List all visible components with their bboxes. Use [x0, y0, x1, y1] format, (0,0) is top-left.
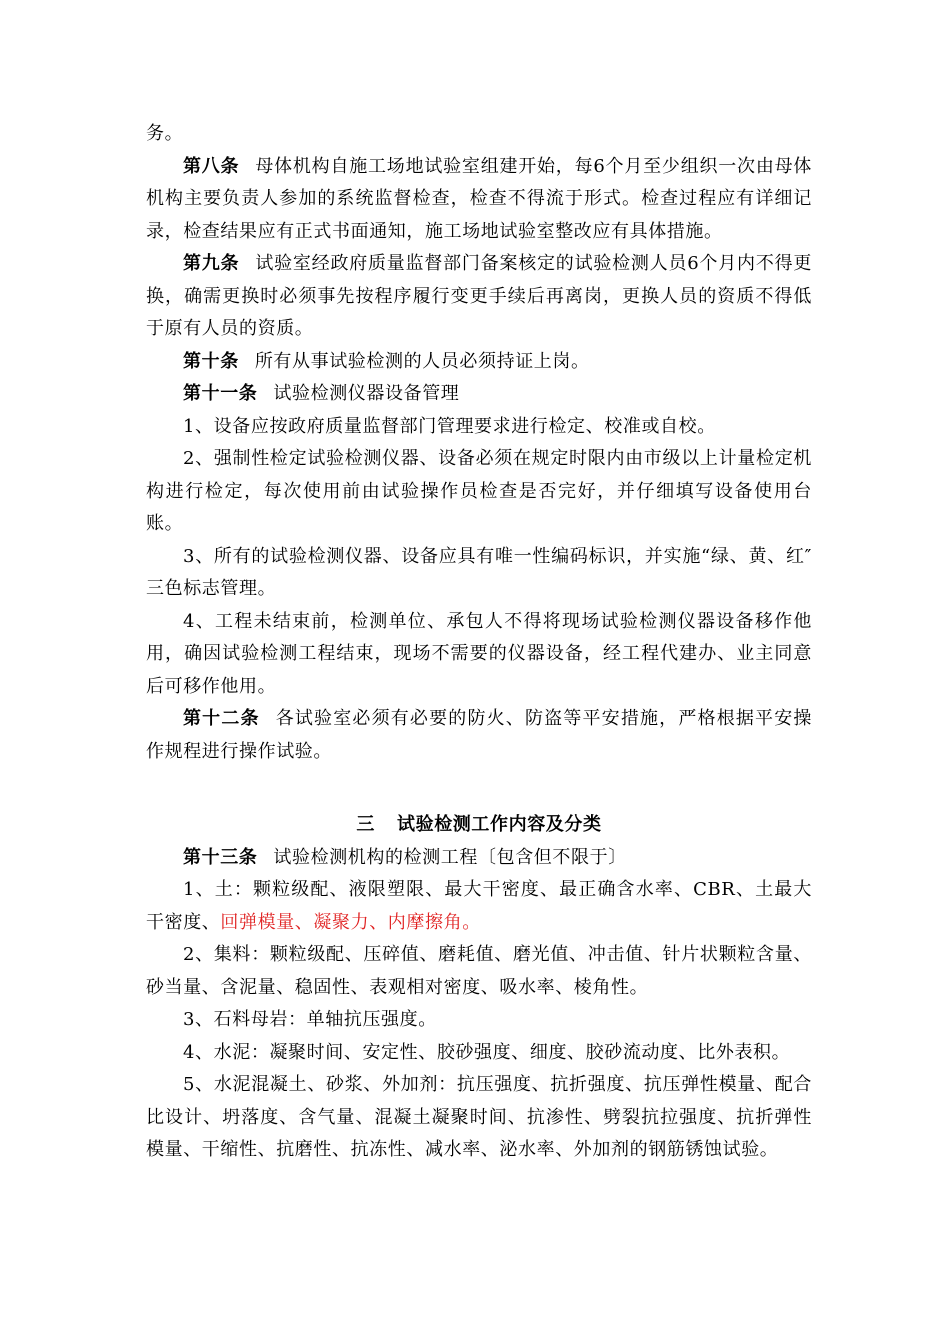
article-label: 第八条	[183, 155, 240, 177]
article-9	[146, 248, 812, 346]
list-item	[146, 606, 812, 704]
list-item-text: 4、水泥：凝聚时间、安定性、胶砂强度、细度、胶砂流动度、比外表积。	[183, 1041, 791, 1063]
paragraph-continuation	[146, 118, 812, 151]
article-label: 第十二条	[183, 708, 260, 729]
article-11	[146, 378, 812, 411]
article-text: 各试验室必须有必要的防火、防盗等平安措施，严格根据平安操作规程进行操作试验。	[146, 708, 813, 762]
article-label: 第十条	[183, 350, 239, 372]
article-label: 第十一条	[183, 383, 258, 404]
article-text: 试验检测机构的检测工程〔包含但不限于〕	[273, 846, 627, 868]
list-item	[146, 411, 812, 444]
list-item-text: 2、强制性检定试验检测仪器、设备必须在规定时限内由市级以上计量检定机构进行检定，每次使用前由试验操作员检查是否完好，并仔细填写设备使用台账。	[146, 448, 812, 534]
list-item	[146, 541, 812, 606]
list-item-text: 1、土：颗粒级配、液限塑限、最大干密度、最正确含水率、CBR、土最大干密度、	[146, 879, 812, 933]
article-8	[146, 151, 812, 249]
article-text: 所有从事试验检测的人员必须持证上岗。	[254, 350, 590, 372]
list-item	[146, 939, 812, 1004]
article-label: 第九条	[183, 253, 240, 274]
article-label: 第十三条	[183, 846, 258, 868]
list-item	[146, 1069, 812, 1167]
list-item-soil	[146, 874, 812, 939]
highlighted-text: 回弹模量、凝聚力、内摩擦角。	[220, 911, 481, 933]
section-heading	[146, 809, 812, 842]
article-text: 母体机构自施工场地试验室组建开始，每6个月至少组织一次由母体机构主要负责人参加的系统监督检查，检查不得流于形式。检查过程应有详细记录，检查结果应有正式书面通知，施工场地试验室整改应有具体措施。	[146, 155, 812, 242]
list-item-text: 3、所有的试验检测仪器、设备应具有唯一性编码标识，并实施“绿、黄、红″三色标志管理。	[146, 545, 812, 599]
article-text: 试验检测仪器设备管理	[273, 383, 460, 404]
article-13	[146, 842, 812, 875]
list-item	[146, 1004, 812, 1037]
paragraph-text: 务。	[146, 123, 184, 144]
list-item-text: 5、水泥混凝土、砂浆、外加剂：抗压强度、抗折强度、抗压弹性模量、配合比设计、坍落度、含气量、混凝土凝聚时间、抗渗性、劈裂抗拉强度、抗折弹性模量、干缩性、抗磨性、抗冻性、减水率、泌水率、外加剂的钢筋锈蚀试验。	[146, 1074, 812, 1160]
article-10	[146, 346, 812, 379]
section-title: 试验检测工作内容及分类	[397, 814, 602, 835]
list-item-text: 3、石料母岩：单轴抗压强度。	[183, 1009, 437, 1030]
list-item	[146, 1037, 812, 1070]
list-item-text: 2、集料：颗粒级配、压碎值、磨耗值、磨光值、冲击值、针片状颗粒含量、砂当量、含泥量、稳固性、表观相对密度、吸水率、棱角性。	[146, 944, 812, 998]
document-body	[146, 118, 812, 1167]
section-number: 三	[356, 814, 375, 835]
list-item	[146, 443, 812, 541]
list-item-text: 1、设备应按政府质量监督部门管理要求进行检定、校准或自校。	[183, 415, 716, 437]
list-item-text: 4、工程未结束前，检测单位、承包人不得将现场试验检测仪器设备移作他用，确因试验检测工程结束，现场不需要的仪器设备，经工程代建办、业主同意后可移作他用。	[146, 610, 812, 697]
article-text: 试验室经政府质量监督部门备案核定的试验检测人员6个月内不得更换，确需更换时必须事先按程序履行变更手续后再离岗，更换人员的资质不得低于原有人员的资质。	[146, 253, 812, 339]
article-12	[146, 703, 812, 768]
